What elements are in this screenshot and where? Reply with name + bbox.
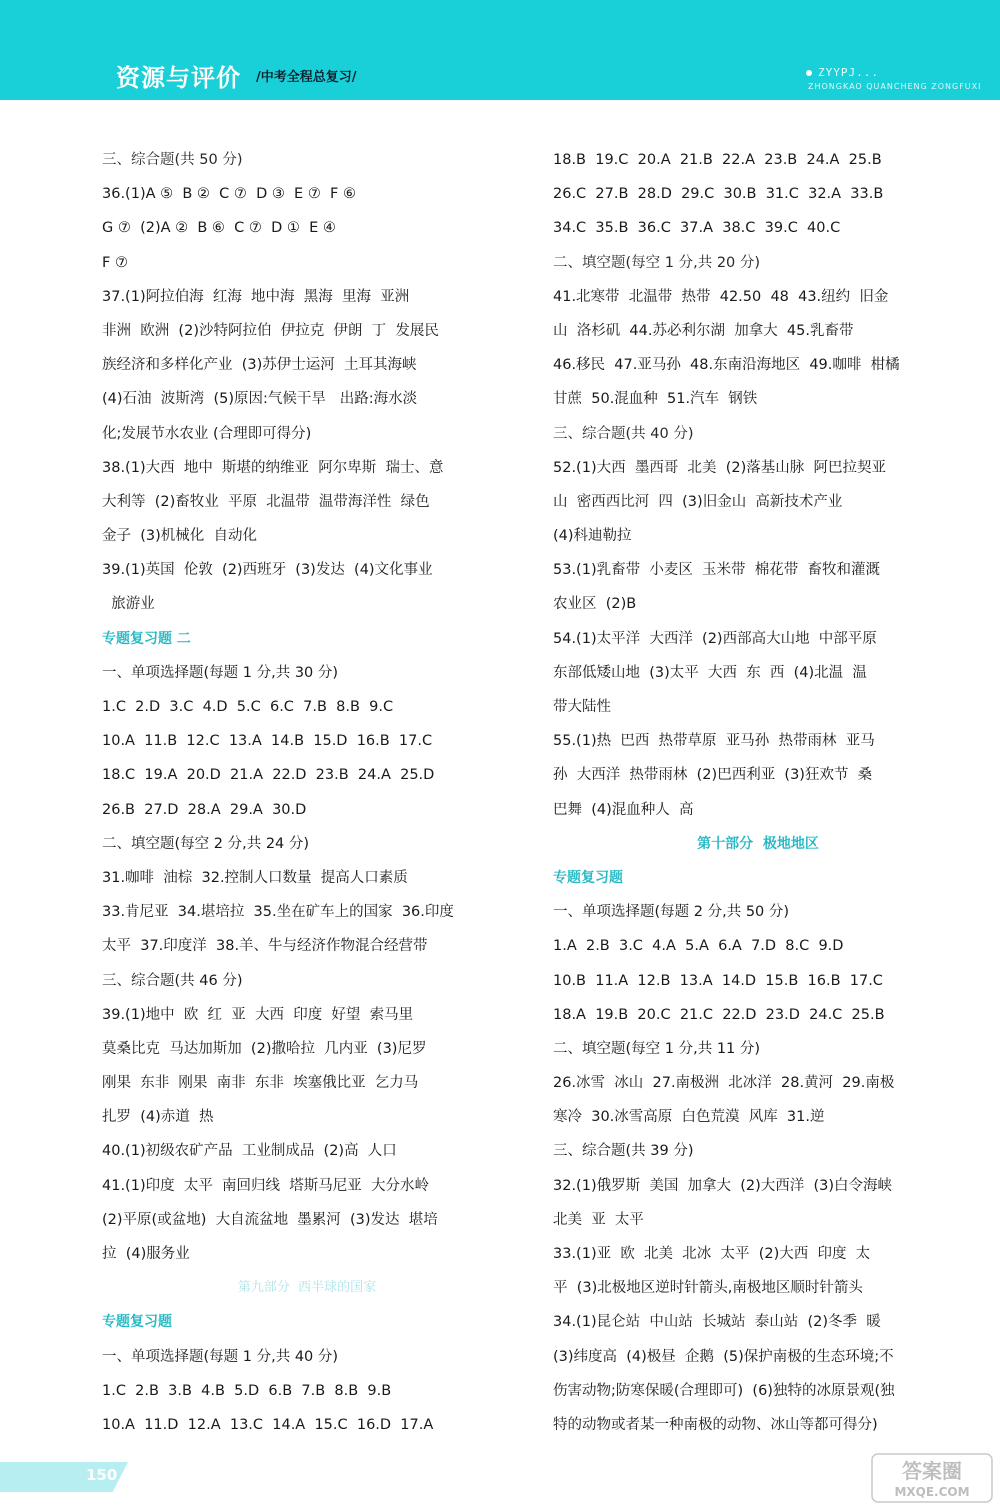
answer-line: 一、单项选择题(每题 2 分,共 50 分): [553, 904, 790, 921]
answer-line: 三、综合题(共 39 分): [553, 1143, 694, 1160]
answer-line: 26.B 27.D 28.A 29.A 30.D: [102, 801, 307, 818]
answer-line: 31.咖啡 油棕 32.控制人口数量 提高人口素质: [102, 869, 408, 886]
answer-line: 带大陆性: [553, 699, 611, 715]
answer-line: 化;发展节水农业 (合理即可得分): [102, 425, 312, 442]
right-answer-column: [553, 143, 963, 1442]
answer-line: 拉 (4)服务业: [102, 1246, 190, 1262]
answer-line: 特的动物或者某一种南极的动物、冰山等都可得分): [553, 1416, 878, 1433]
answer-line: 扎罗 (4)赤道 热: [102, 1109, 214, 1126]
part-title-faded: 第九部分 西半球的国家: [237, 1280, 377, 1296]
answer-line: (3)纬度高 (4)极昼 企鹅 (5)保护南极的生态环境;不: [553, 1348, 894, 1365]
answer-line: 10.A 11.B 12.C 13.A 14.B 15.D 16.B 17.C: [102, 733, 433, 750]
answer-line: 旅游业: [102, 596, 155, 613]
answer-line: 伤害动物;防寒保暖(合理即可) (6)独特的冰原景观(独: [553, 1382, 895, 1399]
answer-line: F ⑦: [102, 254, 128, 271]
question-group-heading: 三、综合题(共 40 分): [553, 425, 694, 442]
answer-line: 一、单项选择题(每题 1 分,共 30 分): [102, 664, 339, 681]
answer-line: 甘蔗 50.混血种 51.汽车 钢铁: [553, 391, 758, 408]
answer-line: 40.(1)初级农矿产品 工业制成品 (2)高 人口: [102, 1143, 397, 1160]
header-sub-code: ZHONGKAO QUANCHENG ZONGFUXI: [808, 82, 982, 91]
answer-line: 38.(1)大西 地中 斯堪的纳维亚 阿尔卑斯 瑞士、意: [102, 459, 444, 476]
answer-line: 26.C 27.B 28.D 29.C 30.B 31.C 32.A 33.B: [553, 186, 884, 203]
answer-line: 18.B 19.C 20.A 21.B 22.A 23.B 24.A 25.B: [553, 152, 882, 168]
answer-line: 大利等 (2)畜牧业 平原 北温带 温带海洋性 绿色: [102, 493, 430, 510]
answer-line: 莫桑比克 马达加斯加 (2)撒哈拉 几内亚 (3)尼罗: [102, 1040, 427, 1057]
part-title: 第十部分 极地地区: [697, 835, 819, 852]
answer-line: 41.北寒带 北温带 热带 42.50 48 43.纽约 旧金: [553, 288, 889, 305]
watermark-text: 答案圈: [902, 1459, 962, 1483]
answer-line: 34.(1)昆仑站 中山站 长城站 泰山站 (2)冬季 暖: [553, 1314, 881, 1331]
page-number: 150: [86, 1466, 118, 1484]
section-title: 专题复习题: [553, 869, 623, 886]
answer-line: 非洲 欧洲 (2)沙特阿拉伯 伊拉克 伊朗 丁 发展民: [102, 322, 439, 339]
answer-line: 寒冷 30.冰雪高原 白色荒漠 风库 31.逆: [553, 1109, 825, 1126]
answer-line: 18.C 19.A 20.D 21.A 22.D 23.B 24.A 25.D: [102, 767, 435, 784]
watermark-url: MXQE.COM: [894, 1485, 970, 1499]
answer-line: 55.(1)热 巴西 热带草原 亚马孙 热带雨林 亚马: [553, 733, 875, 750]
answer-line: 农业区 (2)B: [553, 596, 637, 613]
answer-line: 39.(1)英国 伦敦 (2)西班牙 (3)发达 (4)文化事业: [102, 562, 433, 579]
answer-line: (4)科迪勒拉: [553, 528, 632, 545]
watermark-logo-icon: [870, 1452, 994, 1504]
answer-line: 二、填空题(每空 1 分,共 11 分): [553, 1040, 761, 1057]
answer-line: 46.移民 47.亚马孙 48.东南沿海地区 49.咖啡 柑橘: [553, 357, 900, 374]
section-title: 专题复习题 二: [102, 630, 191, 647]
answer-line: 32.(1)俄罗斯 美国 加拿大 (2)大西洋 (3)白令海峡: [553, 1177, 893, 1194]
answer-line: 孙 大西洋 热带雨林 (2)巴西利亚 (3)狂欢节 桑: [553, 767, 873, 784]
answer-line: 52.(1)大西 墨西哥 北美 (2)落基山脉 阿巴拉契亚: [553, 459, 887, 476]
answer-line: 二、填空题(每空 2 分,共 24 分): [102, 835, 310, 852]
answer-line: 39.(1)地中 欧 红 亚 大西 印度 好望 索马里: [102, 1006, 414, 1023]
answer-line: 山 密西西比河 四 (3)旧金山 高新技术产业: [553, 493, 843, 510]
answer-line: 东部低矮山地 (3)太平 大西 东 西 (4)北温 温: [553, 664, 867, 681]
answer-line: (4)石油 波斯湾 (5)原因:气候干旱 出路:海水淡: [102, 391, 418, 408]
answer-line: 山 洛杉矶 44.苏必利尔湖 加拿大 45.乳畜带: [553, 322, 854, 339]
question-group-heading: 二、填空题(每空 1 分,共 20 分): [553, 254, 761, 271]
answer-line: 北美 亚 太平: [553, 1211, 644, 1228]
answer-line: 36.(1)A ⑤ B ② C ⑦ D ③ E ⑦ F ⑥: [102, 186, 356, 203]
answer-line: 平 (3)北极地区逆时针箭头,南极地区顺时针箭头: [553, 1280, 863, 1297]
answer-line: 34.C 35.B 36.C 37.A 38.C 39.C 40.C: [553, 220, 841, 237]
answer-line: 18.A 19.B 20.C 21.C 22.D 23.D 24.C 25.B: [553, 1006, 885, 1023]
header-code: ZYYPJ...: [818, 66, 879, 79]
header-dot-icon: [806, 70, 812, 76]
answer-line: 太平 37.印度洋 38.羊、牛与经济作物混合经营带: [102, 938, 428, 955]
answer-line: 金子 (3)机械化 自动化: [102, 528, 257, 545]
answer-line: 族经济和多样化产业 (3)苏伊士运河 土耳其海峡: [102, 357, 417, 374]
answer-line: 三、综合题(共 46 分): [102, 972, 243, 989]
answer-line: 巴舞 (4)混血种人 高: [553, 801, 694, 818]
question-group-heading: 三、综合题(共 50 分): [102, 152, 243, 168]
answer-line: 53.(1)乳畜带 小麦区 玉米带 棉花带 畜牧和灌溉: [553, 562, 880, 579]
answer-line: 10.B 11.A 12.B 13.A 14.D 15.B 16.B 17.C: [553, 972, 883, 989]
answer-line: 26.冰雪 冰山 27.南极洲 北冰洋 28.黄河 29.南极: [553, 1075, 895, 1092]
answer-line: 37.(1)阿拉伯海 红海 地中海 黑海 里海 亚洲: [102, 288, 410, 305]
answer-line: 54.(1)太平洋 大西洋 (2)西部高大山地 中部平原: [553, 630, 877, 647]
book-title: 资源与评价: [116, 64, 241, 92]
answer-line: 33.肯尼亚 34.堪培拉 35.坐在矿车上的国家 36.印度: [102, 904, 454, 921]
answer-line: 一、单项选择题(每题 1 分,共 40 分): [102, 1348, 339, 1365]
answer-line: (2)平原(或盆地) 大自流盆地 墨累河 (3)发达 堪培: [102, 1211, 438, 1228]
answer-line: 刚果 东非 刚果 南非 东非 埃塞俄比亚 乞力马: [102, 1075, 419, 1092]
answer-line: 41.(1)印度 太平 南回归线 塔斯马尼亚 大分水岭: [102, 1177, 429, 1194]
section-title: 专题复习题: [102, 1314, 172, 1331]
left-answer-column: [102, 143, 512, 1442]
book-subtitle: /中考全程总复习/: [256, 70, 357, 85]
page-header-band: [0, 0, 1000, 100]
answer-line: 33.(1)亚 欧 北美 北冰 太平 (2)大西 印度 太: [553, 1246, 871, 1262]
answer-line: 1.C 2.B 3.B 4.B 5.D 6.B 7.B 8.B 9.B: [102, 1382, 392, 1399]
answer-line: G ⑦ (2)A ② B ⑥ C ⑦ D ① E ④: [102, 220, 336, 237]
answer-line: 1.C 2.D 3.C 4.D 5.C 6.C 7.B 8.B 9.C: [102, 699, 394, 715]
answer-line: 10.A 11.D 12.A 13.C 14.A 15.C 16.D 17.A: [102, 1416, 434, 1433]
answer-line: 1.A 2.B 3.C 4.A 5.A 6.A 7.D 8.C 9.D: [553, 938, 844, 955]
